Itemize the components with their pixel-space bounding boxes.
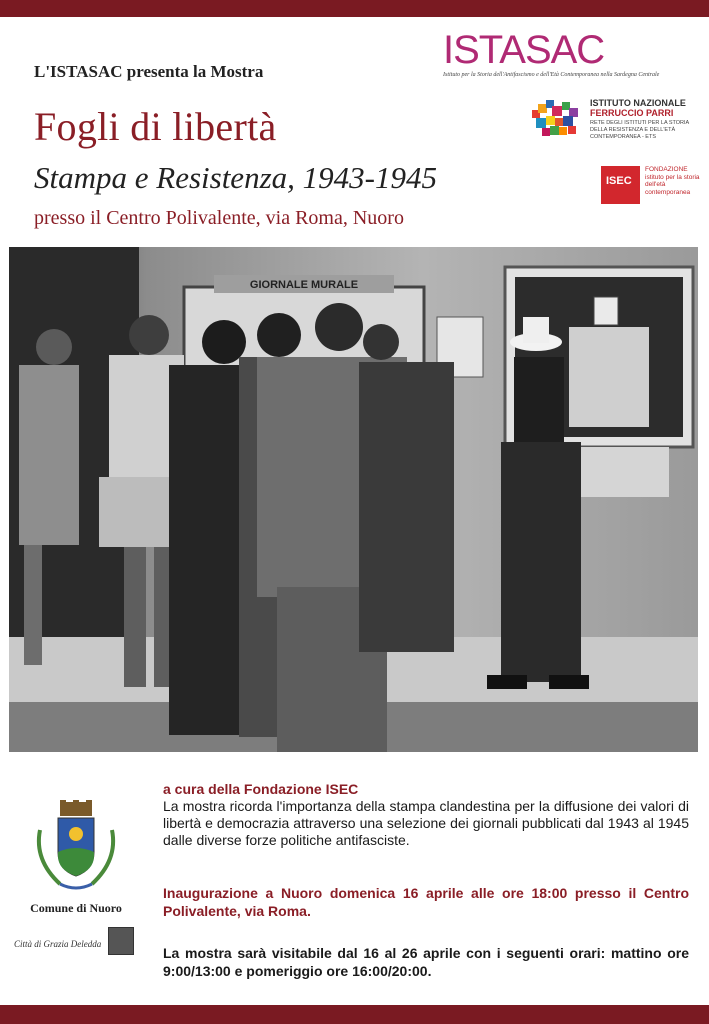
isec-logo [601,166,706,208]
parri-line1: ISTITUTO NAZIONALE [590,98,686,108]
curated-by: a cura della Fondazione ISEC [163,781,359,797]
photo-sign-text: GIORNALE MURALE [249,279,359,291]
istasac-tagline: Istituto per la Storia dell'Antifascismo e dell'Età Contemporanea nella Sardegna Centrale [443,72,660,78]
isec-text [645,166,706,196]
isec-line1: FONDAZIONE [645,166,688,173]
photo-scene [9,247,698,752]
historical-photo [9,247,698,752]
parri-text [590,98,700,141]
parri-line2: FERRUCCIO PARRI [590,108,674,118]
isec-mark: ISEC [601,166,640,204]
bottom-band [0,1005,709,1024]
exhibition-title: Fogli di libertà [34,104,277,149]
presenter-line: L'ISTASAC presenta la Mostra [34,62,264,81]
isec-line2: istituto per la storia dell'età contemporanea [645,173,700,196]
parri-line3: RETE DEGLI ISTITUTI PER LA STORIA DELLA RESISTENZA E DELL'ETÀ CONTEMPORANEA - ETS [590,120,689,140]
opening-hours: La mostra sarà visitabile dal 16 al 26 aprile con i seguenti orari: mattino ore 9:00/13:00 e pomeriggio ore 16:00/20:00. [163,945,689,979]
top-band [0,0,709,17]
parri-logo [532,98,702,154]
istasac-wordmark: ISTASAC [443,28,605,72]
municipality-motto: Città di Grazia Deledda [14,939,102,949]
exhibition-subtitle: Stampa e Resistenza, 1943-1945 [34,160,437,195]
istasac-logo [443,28,660,90]
municipality-name: Comune di Nuoro [30,901,122,915]
inauguration-details: Inaugurazione a Nuoro domenica 16 aprile alle ore 18:00 presso il Centro Polivalente, via Roma. [163,885,689,919]
parri-mosaic-icon [532,100,582,140]
deledda-portrait [108,927,134,955]
exhibition-venue: presso il Centro Polivalente, via Roma, Nuoro [34,207,404,229]
exhibition-description: La mostra ricorda l'importanza della stampa clandestina per la diffusione dei valori di libertà e democrazia attraverso una selezione dei giornali pubblicati dal 1943 al 1945 dalle diverse forze politiche antifasciste. [163,798,689,848]
nuoro-crest-icon [30,800,122,896]
